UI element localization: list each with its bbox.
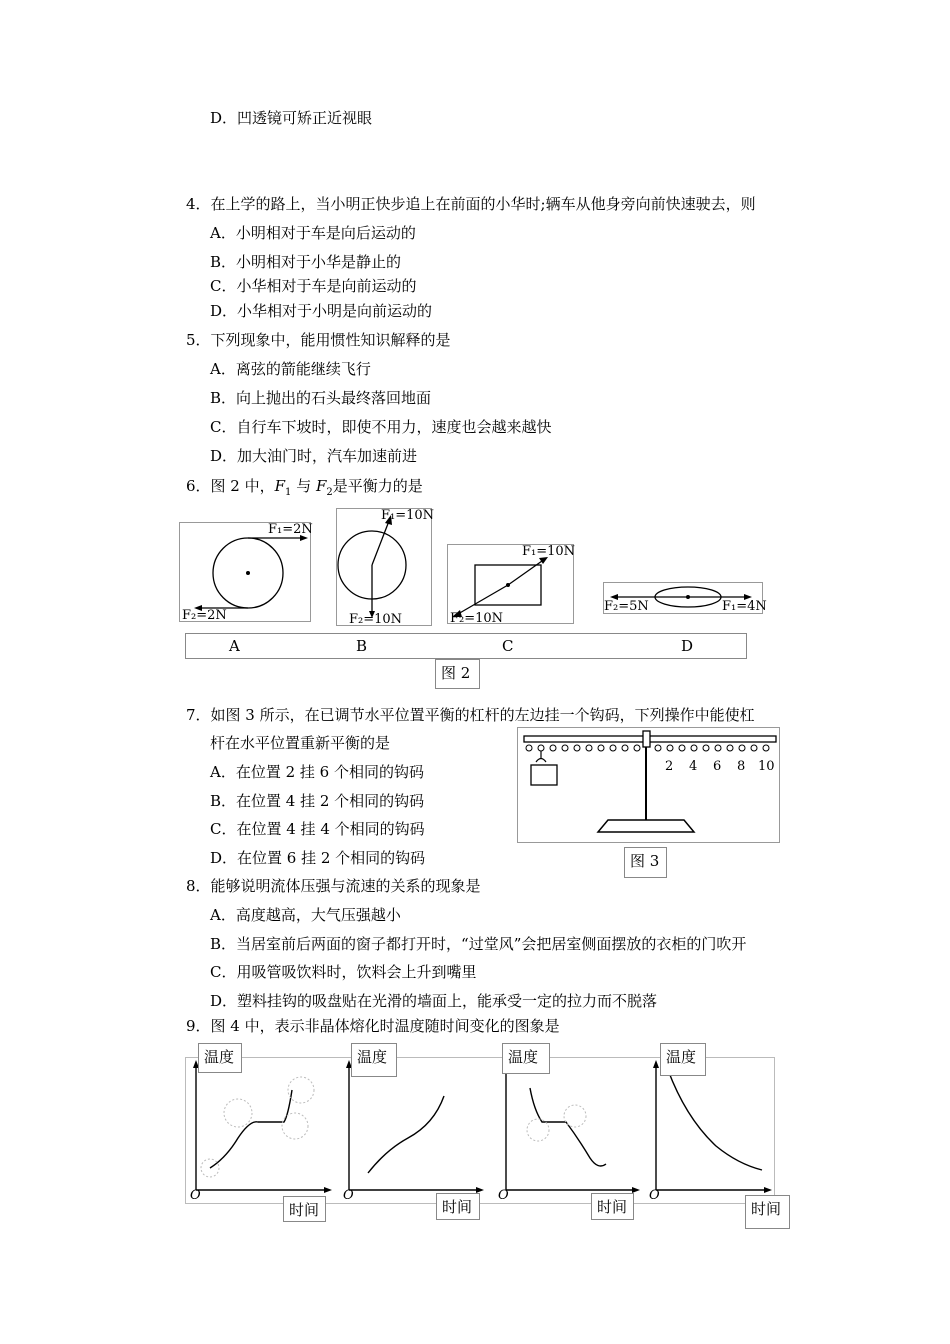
fig2-option-a: A (229, 637, 240, 655)
q5-option-d: D．加大油门时，汽车加速前进 (210, 447, 418, 465)
fig4-c-x-label: 时间 (591, 1193, 634, 1220)
fig3-caption: 图 3 (624, 847, 667, 878)
fig2-panel-d (603, 582, 767, 614)
fig4-graphs (185, 1057, 775, 1204)
q7-option-c: C．在位置 4 挂 4 个相同的钩码 (210, 820, 425, 838)
fig2-c-f2-label: F₂=10N (450, 611, 504, 626)
fig2-a-f2-label: F₂=2N (182, 608, 227, 623)
fig4-a-origin: O (190, 1188, 201, 1203)
q8-stem: 8．能够说明流体压强与流速的关系的现象是 (186, 877, 481, 895)
fig2-option-bar (185, 633, 747, 659)
fig2-panel-c (447, 544, 574, 624)
fig3-tick-4: 4 (689, 759, 698, 774)
q7-option-a: A．在位置 2 挂 6 个相同的钩码 (210, 763, 424, 781)
fig2-option-c: C (502, 637, 514, 655)
q5-option-c: C．自行车下坡时，即使不用力，速度也会越来越快 (210, 418, 552, 436)
q7-option-d: D．在位置 6 挂 2 个相同的钩码 (210, 849, 426, 867)
fig3-tick-2: 2 (665, 759, 674, 774)
fig4-c-y-label: 温度 (502, 1043, 550, 1074)
fig2-panel-b (336, 508, 435, 627)
q8-option-b: B．当居室前后两面的窗子都打开时，“过堂风”会把居室侧面摆放的衣柜的门吹开 (210, 935, 747, 953)
fig2-b-f1-label: F₁=10N (381, 508, 435, 523)
fig4-b-x-label: 时间 (436, 1193, 480, 1220)
fig2-caption: 图 2 (435, 659, 480, 689)
fig2-option-b: B (356, 637, 368, 655)
q9-stem: 9．图 4 中，表示非晶体熔化时温度随时间变化的图象是 (186, 1017, 560, 1035)
fig4-diagram (186, 1058, 776, 1205)
q5-stem: 5．下列现象中，能用惯性知识解释的是 (186, 331, 451, 349)
fig4-a-y-label: 温度 (198, 1043, 242, 1073)
fig3-lever-diagram (518, 728, 781, 844)
q5-option-a: A．离弦的箭能继续飞行 (210, 360, 371, 378)
fig4-b-origin: O (343, 1188, 354, 1203)
q4-option-b: B．小明相对于小华是静止的 (210, 253, 402, 271)
fig4-d-y-label: 温度 (660, 1043, 706, 1076)
fig4-d-x-label: 时间 (745, 1195, 790, 1229)
q3-option-d: D．凹透镜可矫正近视眼 (210, 109, 373, 127)
q8-option-a: A．高度越高，大气压强越小 (210, 906, 401, 924)
fig4-b-y-label: 温度 (351, 1043, 397, 1077)
fig4-a-x-label: 时间 (283, 1196, 326, 1222)
fig2-b-diagram (337, 509, 433, 627)
q4-stem: 4．在上学的路上，当小明正快步追上在前面的小华时;辆车从他身旁向前快速驶去，则 (186, 195, 756, 213)
q8-option-d: D．塑料挂钩的吸盘贴在光滑的墙面上，能承受一定的拉力而不脱落 (210, 992, 658, 1010)
q7-stem-line1: 7．如图 3 所示，在已调节水平位置平衡的杠杆的左边挂一个钩码，下列操作中能使杠 (186, 706, 755, 724)
fig4-c-origin: O (498, 1188, 509, 1203)
fig3-tick-8: 8 (737, 759, 746, 774)
fig2-a-f1-label: F₁=2N (268, 522, 313, 537)
fig2-option-d: D (681, 637, 694, 655)
q5-option-b: B．向上抛出的石头最终落回地面 (210, 389, 432, 407)
q6-stem: 6．图 2 中，$F_1$ 与 $F_2$是平衡力的是 (186, 477, 423, 498)
fig4-d-origin: O (649, 1188, 660, 1203)
q4-option-c: C．小华相对于车是向前运动的 (210, 277, 417, 295)
fig2-c-f1-label: F₁=10N (522, 544, 576, 559)
q7-stem-line2: 杆在水平位置重新平衡的是 (210, 734, 391, 752)
fig2-b-f2-label: F₂=10N (349, 612, 403, 627)
fig2-d-f2-label: F₂=5N (604, 599, 649, 614)
fig2-d-f1-label: F₁=4N (722, 599, 767, 614)
fig3-tick-10: 10 (758, 759, 775, 774)
q7-option-b: B．在位置 4 挂 2 个相同的钩码 (210, 792, 425, 810)
q4-option-d: D．小华相对于小明是向前运动的 (210, 302, 433, 320)
fig2-panel-a (179, 522, 311, 622)
q4-option-a: A．小明相对于车是向后运动的 (210, 224, 416, 242)
fig3-lever-figure (517, 727, 780, 843)
q8-option-c: C．用吸管吸饮料时，饮料会上升到嘴里 (210, 963, 477, 981)
fig3-tick-6: 6 (713, 759, 722, 774)
